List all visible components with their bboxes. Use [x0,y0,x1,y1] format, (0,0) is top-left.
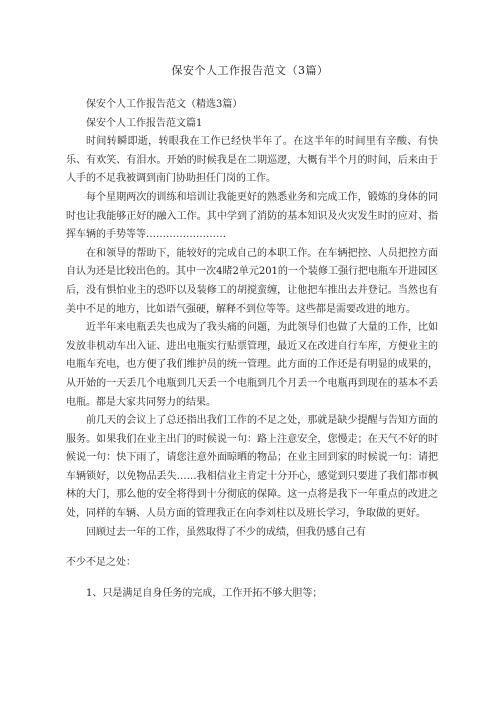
paragraph: 回顾过去一年的工作，虽然取得了不少的成绩，但我仍感自己有 [86,526,366,538]
paragraph-gap [66,573,438,585]
document-subtitle: 保安个人工作报告范文（精选3篇） [86,99,243,110]
list-item: 1、只是满足自身任务的完成，工作开拓不够大胆等； [86,587,323,599]
document-title: 保安个人工作报告范文（3篇） [171,64,329,77]
document-body [66,96,438,603]
paragraph: 时间转瞬即逝，转眼我在工作已经快半年了。在这半年的时间里有辛酸、有快乐、有欢笑、有泪水。开始的时候我是在二期巡逻，大概有半个月的时间，后来由于人手的不足我被调到南门协助担任门岗的工作。 [66,136,438,185]
trailing-line: 不少不足之处： [66,557,136,569]
paragraph: 近半年来电瓶丢失也成为了我头痛的问题，为此领导们也做了大量的工作，比如发放非机动车出入证、进出电瓶实行贴票管理，最近又在改进自行车库，方便业主的电瓶车充电，也方便了我们维护员的统一管理。此方面的工作还是有明显的成果的，从开始的一天丢几个电瓶到几天丢一个电瓶到几个月丢一个电瓶再到现在的基本不丢电瓶。都是大家共同努力的结果。 [66,322,438,408]
paragraph: 每个星期两次的训练和培训让我能更好的熟悉业务和完成工作，锻炼的身体的同时也让我能够正好的融入工作。其中学到了消防的基本知识及火灾发生时的应对、指挥车辆的手势等等…………………… [66,191,438,241]
paragraph-gap [66,542,438,554]
paragraph: 前几天的会议上了总还指出我们工作的不足之处，那就是缺少提醒与告知方面的服务。如果我们在业主出门的时候说一句：路上注意安全，您慢走；在天气不好的时候说一句：快下雨了，请您注意外面晾晒的物品；在业主回到家的时候说一句：请把车辆锁好，以免物品丢失……我相信业主肯定十分开心，感觉到只要进了我们都市枫林的大门，那么他的安全将得到十分彻底的保障。这一点将是我下一年重点的改进之处，同样的车辆、人员方面的管理我正在向李刘柱以及班长学习，争取做的更好。 [66,415,438,520]
paragraph: 在和领导的帮助下，能较好的完成自己的本职工作。在车辆把控、人员把控方面自认为还是比较出色的。其中一次4睹2单元201的一个装修工强行把电瓶车开进园区后，没有惧怕业主的恐吓以及装修工的胡搅蛮缠，让他把车推出去并登记。当然也有美中不足的地方，比如语气强硬，解释不到位等等。这些都是需要改进的地方。 [66,247,438,315]
section-heading: 保安个人工作报告范文篇1 [86,117,203,129]
